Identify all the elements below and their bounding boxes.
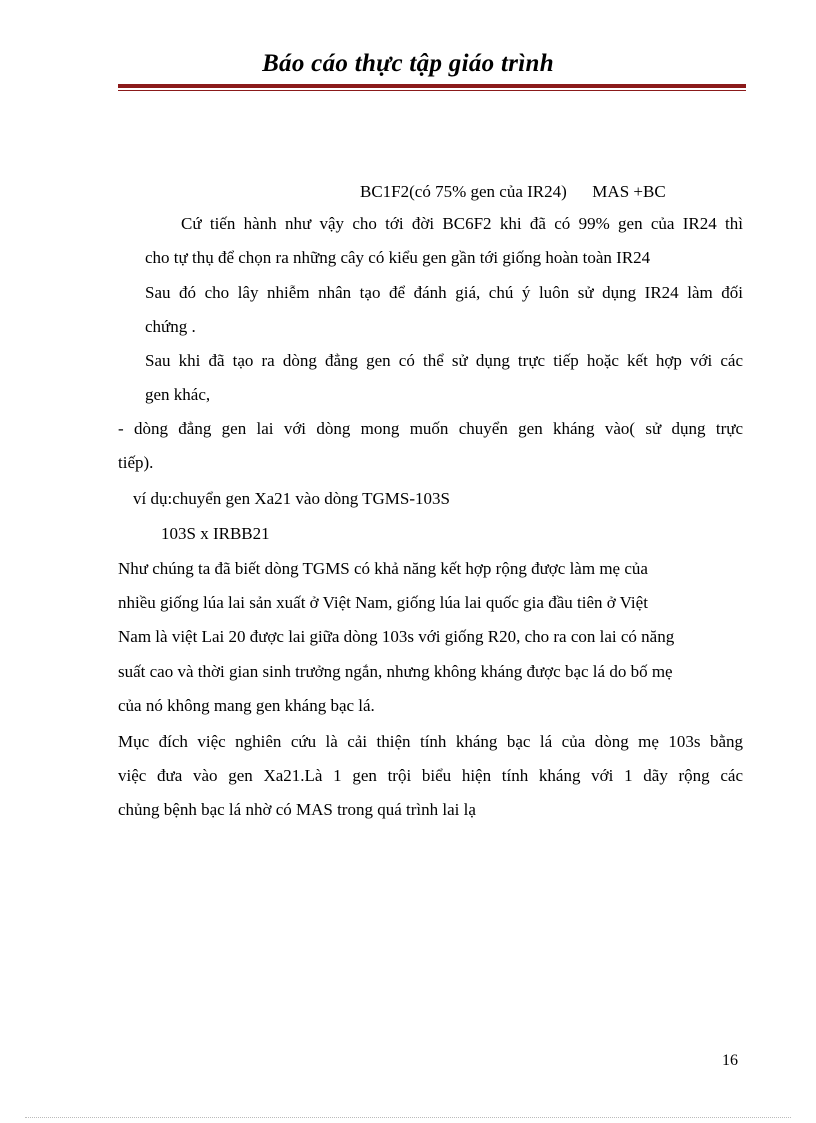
paragraph-line: gen khác,	[145, 385, 211, 404]
paragraph-line: nhiều giống lúa lai sản xuất ở Việt Nam, giống lúa lai quốc gia đầu tiên ở Việt	[118, 593, 648, 612]
paragraph-line: Cứ tiến hành như vậy cho tới đời BC6F2 khi đã có 99% gen của IR24 thì	[181, 214, 743, 233]
paragraph-line: tiếp).	[118, 453, 154, 472]
header-rule-thick	[118, 84, 746, 88]
paragraph-line: Sau đó cho lây nhiễm nhân tạo để đánh giá, chú ý luôn sử dụng IR24 làm đối	[145, 283, 743, 302]
paragraph-line: Sau khi đã tạo ra dòng đẳng gen có thể sử dụng trực tiếp hoặc kết hợp với các	[145, 351, 743, 370]
paragraph-line: chủng bệnh bạc lá nhờ có MAS trong quá trình lai lạ	[118, 800, 476, 819]
footer-dotted-line	[25, 1117, 791, 1118]
formula-line: BC1F2(có 75% gen của IR24) MAS +BC	[360, 182, 666, 201]
paragraph-line: Nam là việt Lai 20 được lai giữa dòng 103s với giống R20, cho ra con lai có năng	[118, 627, 675, 646]
page-number: 16	[722, 1052, 738, 1069]
paragraph-line: suất cao và thời gian sinh trưởng ngắn, nhưng không kháng được bạc lá do bố mẹ	[118, 662, 673, 681]
paragraph-line: cho tự thụ để chọn ra những cây có kiểu gen gần tới giống hoàn toàn IR24	[145, 248, 651, 267]
paragraph-line: ví dụ:chuyển gen Xa21 vào dòng TGMS-103S	[133, 489, 450, 508]
paragraph-line: của nó không mang gen kháng bạc lá.	[118, 696, 375, 715]
header-rule-thin	[118, 90, 746, 91]
paragraph-line: 103S x IRBB21	[161, 524, 270, 543]
paragraph-line: Như chúng ta đã biết dòng TGMS có khả năng kết hợp rộng được làm mẹ của	[118, 559, 648, 578]
paragraph-line: việc đưa vào gen Xa21.Là 1 gen trội biểu hiện tính kháng với 1 dãy rộng các	[118, 766, 743, 785]
paragraph-line: chứng .	[145, 317, 196, 336]
paragraph-line: - dòng đẳng gen lai với dòng mong muốn chuyển gen kháng vào( sử dụng trực	[118, 419, 743, 438]
paragraph-line: Mục đích việc nghiên cứu là cải thiện tính kháng bạc lá của dòng mẹ 103s bằng	[118, 732, 743, 751]
header-title: Báo cáo thực tập giáo trình	[262, 50, 554, 77]
